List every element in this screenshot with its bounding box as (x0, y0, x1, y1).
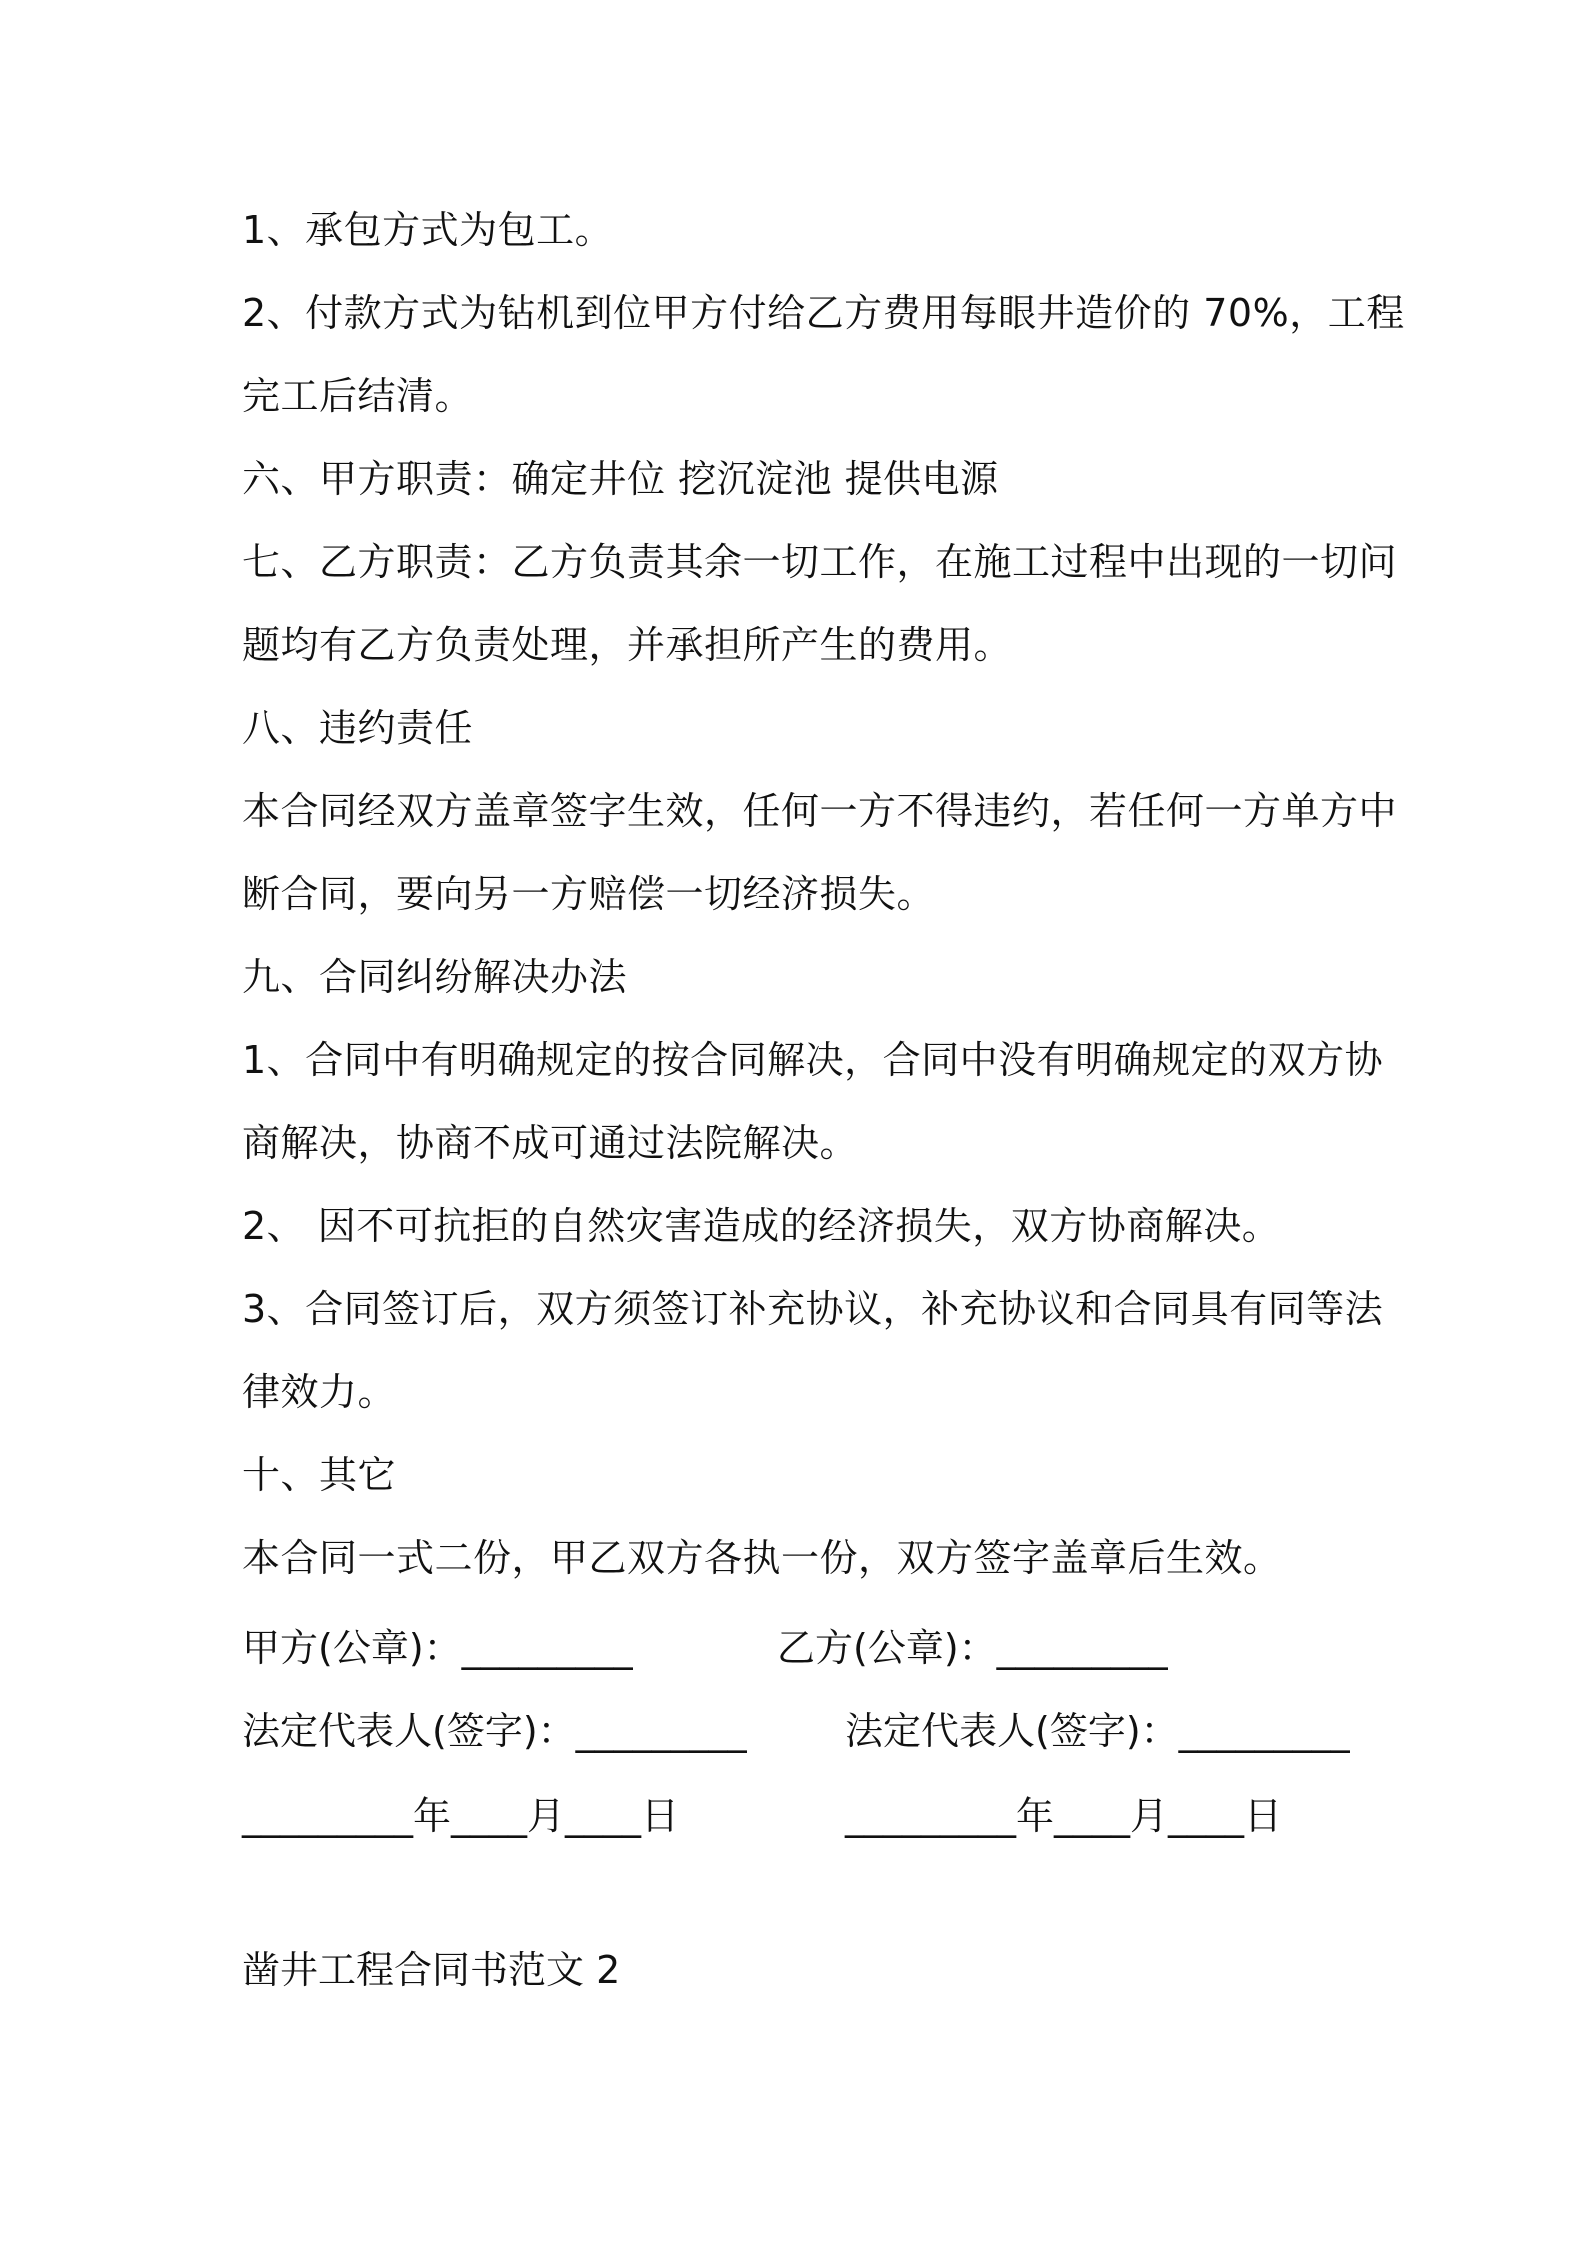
breach-paragraph-cont: 断合同，要向另一方赔偿一切经济损失。 (242, 872, 936, 916)
dispute-clause-1: 1、合同中有明确规定的按合同解决，合同中没有明确规定的双方协 (242, 1038, 1384, 1082)
section-party-b-duties: 七、乙方职责：乙方负责其余一切工作，在施工过程中出现的一切问 (242, 540, 1398, 584)
dispute-clause-3: 3、合同签订后，双方须签订补充协议，补充协议和合同具有同等法 (242, 1287, 1384, 1331)
party-b-rep-field: 法定代表人(签字)：_________ (845, 1709, 1350, 1753)
section-dispute-heading: 九、合同纠纷解决办法 (242, 955, 628, 999)
clause-contract-method: 1、承包方式为包工。 (242, 208, 614, 252)
section-party-a-duties: 六、甲方职责：确定井位 挖沉淀池 提供电源 (242, 457, 999, 501)
party-a-date-field: _________年____月____日 (242, 1794, 680, 1838)
party-b-date-field: _________年____月____日 (845, 1794, 1283, 1838)
party-a-rep-field: 法定代表人(签字)：_________ (242, 1709, 747, 1753)
dispute-clause-2: 2、 因不可抗拒的自然灾害造成的经济损失，双方协商解决。 (242, 1204, 1281, 1248)
other-paragraph: 本合同一式二份，甲乙双方各执一份，双方签字盖章后生效。 (242, 1536, 1282, 1580)
section-party-b-duties-cont: 题均有乙方负责处理，并承担所产生的费用。 (242, 623, 1013, 667)
party-b-seal-field: 乙方(公章)：_________ (777, 1626, 1168, 1670)
section-breach-heading: 八、违约责任 (242, 706, 474, 750)
breach-paragraph: 本合同经双方盖章签字生效，任何一方不得违约，若任何一方单方中 (242, 789, 1398, 833)
clause-payment-method: 2、付款方式为钻机到位甲方付给乙方费用每眼井造价的 70%，工程 (242, 291, 1405, 335)
next-document-title: 凿井工程合同书范文 2 (242, 1948, 621, 1992)
party-a-seal-field: 甲方(公章)：_________ (242, 1626, 633, 1670)
clause-payment-method-cont: 完工后结清。 (242, 374, 474, 418)
dispute-clause-1-cont: 商解决，协商不成可通过法院解决。 (242, 1121, 859, 1165)
section-other-heading: 十、其它 (242, 1453, 397, 1497)
dispute-clause-3-cont: 律效力。 (242, 1370, 397, 1414)
